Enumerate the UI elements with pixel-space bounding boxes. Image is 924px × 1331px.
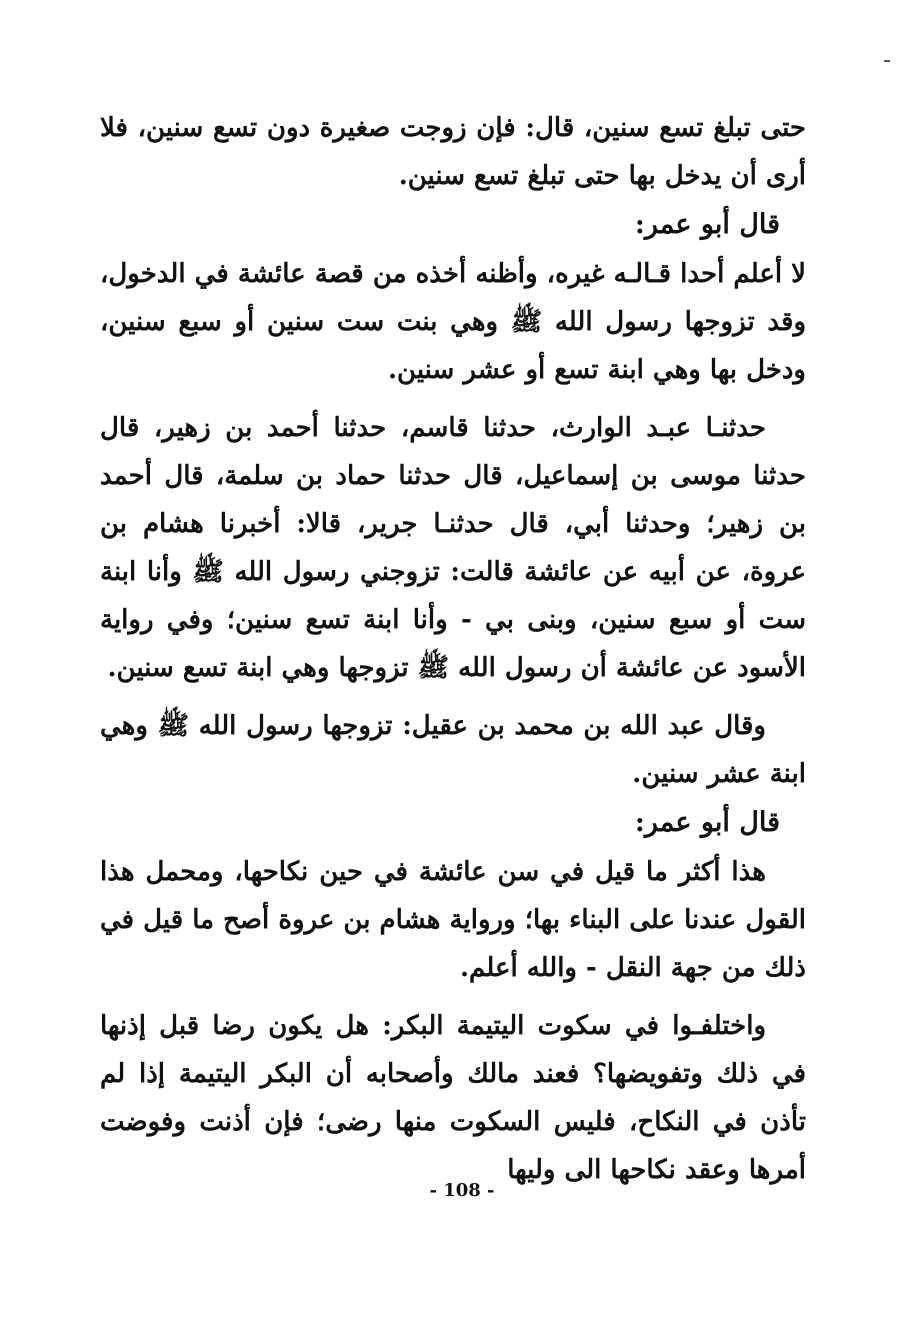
section-heading-abu-umar-1: قال أبو عمر: xyxy=(634,209,780,240)
paragraph-orphan-silence: واختلفـوا في سكوت اليتيمة البكر: هل يكون رضا قبل إذنها في ذلك وتفويضها؟ فعند مالك وأصحابه أن البكر اليتيمة إذا لم تأذن في النكاح، فليس السكوت منها رضى؛ فإن أذنت وفوضت أمرها وعقد نكاحها الى وليها xyxy=(100,1011,806,1185)
text-body xyxy=(100,104,806,1194)
paragraph-marriage-age: هذا أكثر ما قيل في سن عائشة في حين نكاحها، ومحمل هذا القول عندنا على البناء بها؛ ورواية هشام بن عروة أصح ما قيل في ذلك من جهة النقل - والله أعلم. xyxy=(100,857,806,983)
paragraph-hadith-chain: حدثنـا عبـد الوارث، حدثنا قاسم، حدثنا أحمد بن زهير، قال حدثنا موسى بن إسماعيل، قال حدثنا حماد بن سلمة، قال أحمد بن زهير؛ وحدثنا أبي، قال حدثنـا جرير، قالا: أخبرنا هشام بن عروة، عن أبيه عن عائشة قالت: تزوجني رسول الله ﷺ وأنا ابنة ست أو سبع سنين، وبنى بي - وأنا ابنة تسع سنين؛ وفي رواية الأسود عن عائشة أن رسول الله ﷺ تزوجها وهي ابنة تسع سنين. xyxy=(100,413,806,683)
page-number: - 108 - xyxy=(429,1180,495,1201)
paragraph-opinion: لا أعلم أحدا قـالـه غيره، وأظنه أخذه من قصة عائشة في الدخول، وقد تزوجها رسول الله ﷺ وهي بنت ست سنين أو سبع سنين، ودخل بها وهي ابنة تسع أو عشر سنين. xyxy=(100,259,806,385)
section-heading-abu-umar-2: قال أبو عمر: xyxy=(634,807,780,838)
paragraph-continuation: حتى تبلغ تسع سنين، قال: فإن زوجت صغيرة دون تسع سنين، فلا أرى أن يدخل بها حتى تبلغ تسع سنين. xyxy=(100,113,806,191)
scan-speck xyxy=(884,60,890,62)
paragraph-ibn-aqil: وقال عبد الله بن محمد بن عقيل: تزوجها رسول الله ﷺ وهي ابنة عشر سنين. xyxy=(100,711,806,789)
